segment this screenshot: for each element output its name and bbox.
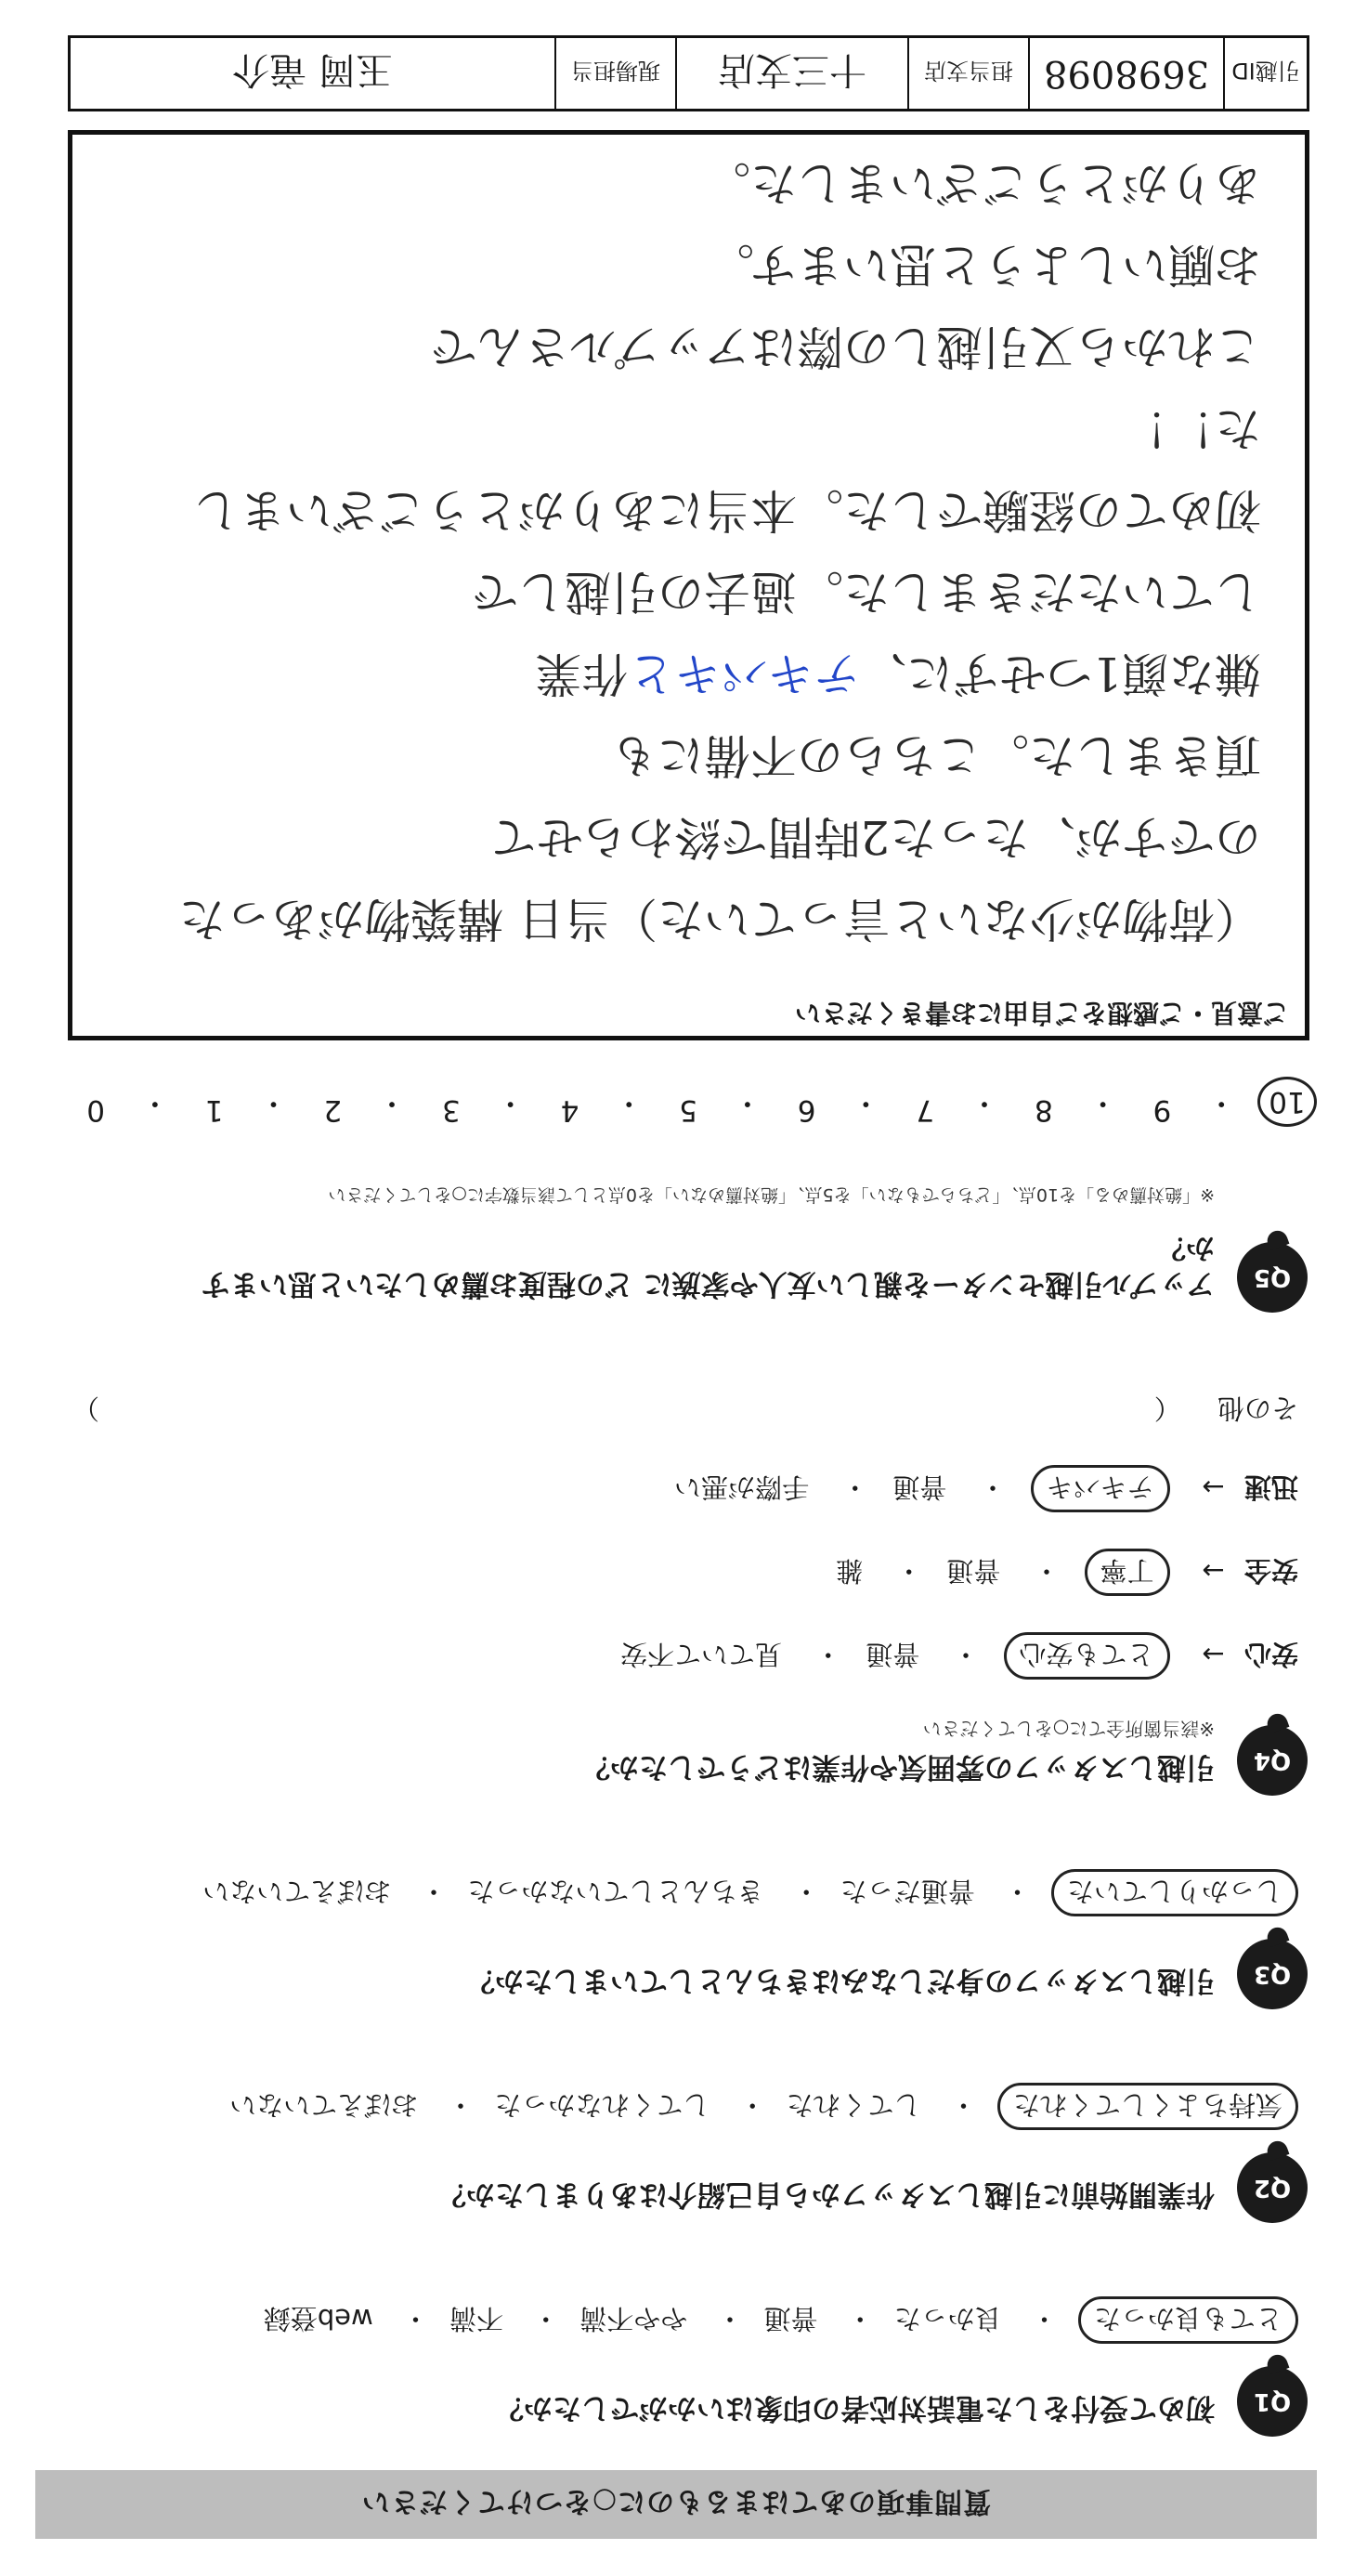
scale-number[interactable]: 5 [679, 1093, 697, 1127]
q5-note: ※「絶対薦める」を10点、「どちらでもない」を5点、「絶対薦めない」を0点として該当数字に○をしてください [328, 1184, 1215, 1205]
q4-title: 引越しスタッフの雰囲気や作業はどうでしたか？ [581, 1750, 1215, 1784]
q4-option-selected[interactable]: とても安心 [1004, 1632, 1170, 1680]
q4-option[interactable]: 手際が悪い [674, 1471, 810, 1503]
q1-option[interactable]: 普通 [763, 2303, 818, 2334]
move-id-label: 引越ID [1223, 38, 1307, 109]
q4-option[interactable]: 普通 [892, 1471, 947, 1503]
q4-row-other [72, 1391, 1298, 1429]
q2-options: 気持ちよくしてくれた・ してくれた・ してくれなかった・ おぼえていない [229, 2083, 1298, 2130]
q1-option[interactable]: web登録 [263, 2303, 373, 2334]
q4-option-selected[interactable]: 丁寧 [1085, 1549, 1170, 1596]
scale-number[interactable]: 2 [323, 1093, 343, 1127]
q4-other-close: ） [72, 1393, 100, 1424]
q2-option[interactable]: してくれなかった [494, 2089, 710, 2121]
comment-line: お願いしようと思います。 [708, 238, 1261, 292]
q1-option-selected[interactable]: とても良かった [1078, 2296, 1298, 2344]
scale-number[interactable]: 4 [560, 1093, 579, 1127]
scale-number[interactable]: 8 [1034, 1093, 1053, 1127]
comment-highlight: テキパキと [628, 647, 861, 700]
q4-option[interactable]: 雑 [836, 1555, 864, 1587]
comment-line: 初めての経験でした。本当にありがとうございました！！ [193, 401, 1261, 537]
q4-option[interactable]: 普通 [946, 1555, 1001, 1587]
footer-table [68, 35, 1309, 111]
q4-other-open: （ [1153, 1393, 1181, 1424]
q4-row-label: 安心 [1243, 1639, 1298, 1670]
q3-options: しっかりしていた・ 普通だった・ きちんとしていなかった・ おぼえていない [202, 1869, 1298, 1916]
q3-option[interactable]: 普通だった [840, 1876, 975, 1907]
q4-row-anzen: 安全 → 丁寧・ 普通・ 雑 [836, 1549, 1298, 1596]
comment-title: ご意見・ご感想をご自由にお書きください [794, 998, 1289, 1028]
q5-title: アップル引越センターを親しい友人や家族に どの程度お薦めしたいと思いますか？ [201, 1231, 1215, 1301]
scale-number[interactable]: 1 [204, 1093, 224, 1127]
comment-line: していただきました。過去の引越しで [472, 565, 1261, 619]
branch-label: 担当支店 [907, 38, 1028, 109]
comment-line: 嫌な顔1つせずに、テキパキと作業 [535, 647, 1261, 700]
scale-number-selected[interactable]: 10 [1257, 1077, 1317, 1127]
q4-row-anshin: 安心 → とても安心・ 普通・ 見ていて不安 [620, 1632, 1298, 1680]
q3-option-selected[interactable]: しっかりしていた [1051, 1869, 1298, 1916]
q2-badge: Q2 [1237, 2152, 1308, 2223]
scale-number[interactable]: 9 [1152, 1093, 1172, 1127]
q2-option[interactable]: おぼえていない [229, 2089, 419, 2121]
arrow-icon: → [1202, 1471, 1225, 1503]
scale-number[interactable]: 6 [797, 1093, 816, 1127]
move-id-value: 3698098 [1028, 38, 1223, 109]
q1-title: 初めて受付をした電話対応者の印象はいかがでしたか？ [495, 2391, 1215, 2425]
question-3 [45, 1851, 1308, 2009]
q2-option-selected[interactable]: 気持ちよくしてくれた [997, 2083, 1298, 2130]
q4-row-label: 安全 [1243, 1555, 1298, 1587]
q4-badge: Q4 [1237, 1725, 1308, 1796]
q1-options: とても良かった・ 良かった・ 普通・ やや不満・ 不満・ web登録 [264, 2296, 1298, 2344]
q3-option[interactable]: おぼえていない [202, 1876, 392, 1907]
instructions-banner: 質問事項のあてはまるものに○をつけてください [35, 2470, 1317, 2539]
comment-line: のですが、たった2時間で終わらせて [489, 810, 1261, 864]
q4-row-label: 迅速 [1243, 1471, 1298, 1503]
q3-badge: Q3 [1237, 1939, 1308, 2009]
q1-option[interactable]: 良かった [893, 2303, 1002, 2334]
q4-option[interactable]: 普通 [866, 1639, 920, 1670]
q5-badge: Q5 [1237, 1242, 1308, 1313]
q2-title: 作業開始前に引越しスタッフから自己紹介はありましたか？ [437, 2177, 1215, 2211]
question-4 [45, 1684, 1308, 1796]
q4-option[interactable]: 見ていて不安 [620, 1639, 783, 1670]
recommend-scale: 10 ・ 9 ・ 8 ・ 7 ・ 6 ・ 5 ・ 4 ・ 3 ・ 2 ・ 1 ・ 0 [72, 1077, 1317, 1127]
q4-note: ※該当箇所全てに○をしてください [922, 1718, 1215, 1740]
comment-line: 頂きました。こちらの不備にも [611, 728, 1261, 782]
q2-option[interactable]: してくれた [786, 2089, 921, 2121]
question-2 [45, 2065, 1308, 2223]
comment-line: ありがとうございました。 [704, 156, 1261, 210]
arrow-icon: → [1202, 1555, 1225, 1587]
arrow-icon: → [1202, 1639, 1225, 1670]
scale-number[interactable]: 3 [441, 1093, 461, 1127]
handwritten-comment [110, 142, 1261, 960]
scale-number[interactable]: 7 [916, 1093, 935, 1127]
scale-number[interactable]: 0 [86, 1093, 105, 1127]
q3-title: 引越しスタッフの身だしなみはきちんとしていましたか？ [466, 1964, 1215, 1997]
branch-value: 十三支店 [675, 38, 907, 109]
q4-row-jinsoku: 迅速 → テキパキ・ 普通・ 手際が悪い [674, 1465, 1298, 1512]
question-5 [45, 1155, 1308, 1313]
comment-line: これから又引越しの際はアップルさんで [430, 320, 1261, 373]
q3-option[interactable]: きちんとしていなかった [467, 1876, 764, 1907]
q1-option[interactable]: やや不満 [579, 2303, 688, 2334]
leader-label: 現場担当 [554, 38, 675, 109]
q4-other-label: その他 [1217, 1393, 1298, 1424]
q1-badge: Q1 [1237, 2366, 1308, 2437]
question-1 [45, 2279, 1308, 2437]
leader-value: 玉岡 竜介 [232, 48, 393, 92]
comment-line: （荷物が少ないと言っていた）当日 構築物があった [178, 892, 1261, 946]
q4-option-selected[interactable]: テキパキ [1031, 1465, 1170, 1512]
q1-option[interactable]: 不満 [449, 2303, 503, 2334]
